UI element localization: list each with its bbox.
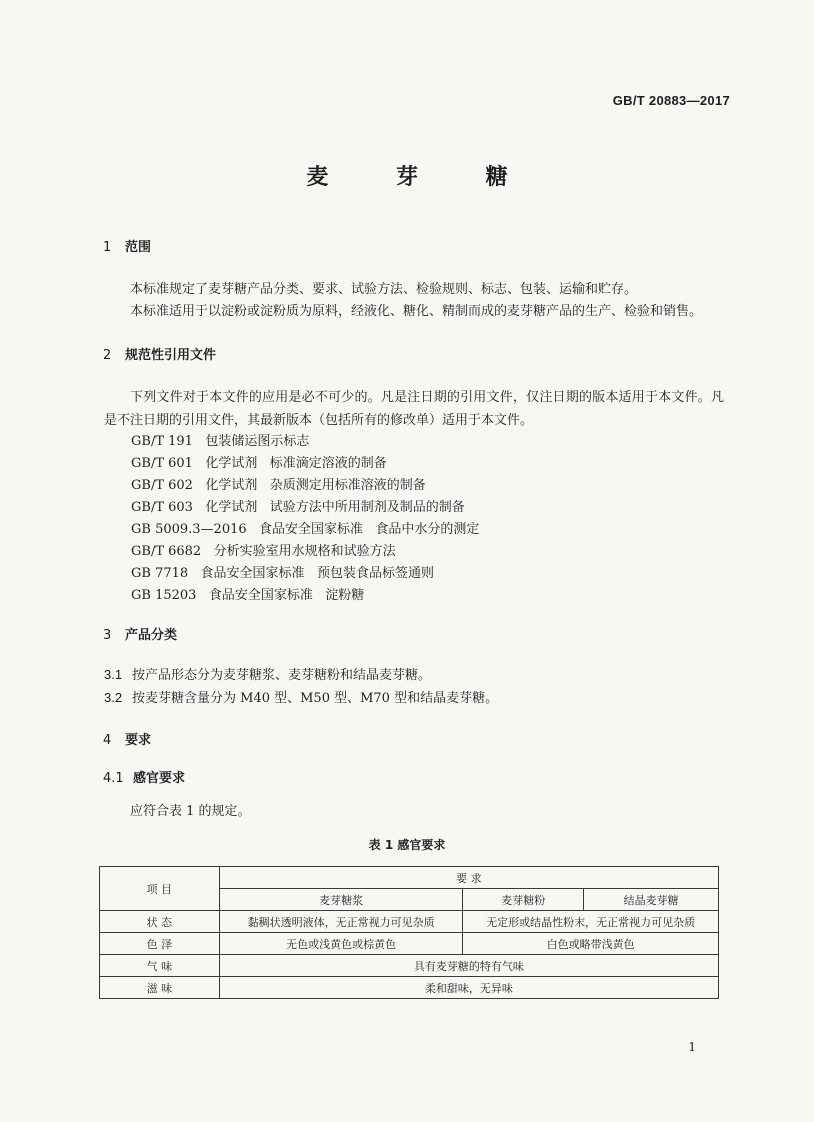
section-number: 1: [103, 240, 112, 255]
table-row: [100, 933, 719, 955]
subsection-title: 感官要求: [133, 771, 186, 786]
reference-item: GB/T 602 化学试剂 杂质测定用标准溶液的制备: [131, 478, 426, 493]
subheader-cell: 麦芽糖粉: [463, 889, 584, 911]
reference-item: GB/T 191 包装储运图示标志: [131, 434, 310, 449]
section-1-paragraph: 本标准适用于以淀粉或淀粉质为原料，经液化、糖化、精制而成的麦芽糖产品的生产、检验和销售。: [130, 304, 703, 319]
table-cell: 白色或略带浅黄色: [463, 933, 719, 955]
table-cell: 无定形或结晶性粉末，无正常视力可见杂质: [463, 911, 719, 933]
section-1-paragraph: 本标准规定了麦芽糖产品分类、要求、试验方法、检验规则、标志、包装、运输和贮存。: [130, 282, 638, 297]
row-label: 滋 味: [100, 977, 220, 999]
page-number: 1: [688, 1040, 696, 1054]
section-number: 3: [103, 628, 112, 643]
item-number: 3.2: [104, 690, 123, 705]
section-1-heading: [103, 236, 151, 255]
reference-item: GB 5009.3—2016 食品安全国家标准 食品中水分的测定: [131, 522, 480, 537]
standard-code: GB/T 20883—2017: [612, 93, 730, 108]
item-text: 按麦芽糖含量分为 M40 型、M50 型、M70 型和结晶麦芽糖。: [132, 691, 499, 706]
subsection-4-1-text: 应符合表 1 的规定。: [130, 804, 251, 819]
section-number: 2: [103, 348, 112, 363]
section-3-heading: [103, 624, 177, 643]
document-title: 麦 芽 糖: [306, 165, 538, 190]
subsection-4-1-heading: [103, 767, 185, 786]
reference-item: GB/T 6682 分析实验室用水规格和试验方法: [131, 544, 396, 559]
table-row: [100, 977, 719, 999]
item-text: 按产品形态分为麦芽糖浆、麦芽糖粉和结晶麦芽糖。: [132, 668, 432, 683]
item-number: 3.1: [104, 667, 123, 682]
subheader-cell: 麦芽糖浆: [219, 889, 463, 911]
row-label: 色 泽: [100, 933, 220, 955]
row-label: 状 态: [100, 911, 220, 933]
table-caption: 表 1 感官要求: [368, 838, 446, 852]
section-title: 产品分类: [125, 628, 178, 643]
table-cell: 无色或浅黄色或棕黄色: [219, 933, 463, 955]
table-row: [100, 955, 719, 977]
header-requirement-cell: 要 求: [219, 867, 718, 889]
table-cell: 具有麦芽糖的特有气味: [219, 955, 718, 977]
reference-item: GB/T 601 化学试剂 标准滴定溶液的制备: [131, 456, 387, 471]
section-number: 4: [103, 733, 112, 748]
section-title: 规范性引用文件: [125, 348, 217, 363]
reference-item: GB/T 603 化学试剂 试验方法中所用制剂及制品的制备: [131, 500, 465, 515]
row-label: 气 味: [100, 955, 220, 977]
table-header-row: [100, 867, 719, 889]
table-cell: 柔和甜味，无异味: [219, 977, 718, 999]
table-cell: 黏稠状透明液体，无正常视力可见杂质: [219, 911, 463, 933]
reference-item: GB 7718 食品安全国家标准 预包装食品标签通则: [131, 566, 434, 581]
subheader-cell: 结晶麦芽糖: [584, 889, 719, 911]
reference-item: GB 15203 食品安全国家标准 淀粉糖: [131, 588, 365, 603]
subsection-number: 4.1: [103, 771, 124, 786]
sensory-requirements-table: [99, 866, 719, 999]
section-2-intro: 下列文件对于本文件的应用是必不可少的。凡是注日期的引用文件，仅注日期的版本适用于本文件。凡是不注日期的引用文件，其最新版本（包括所有的修改单）适用于本文件。: [104, 390, 724, 428]
table-row: [100, 911, 719, 933]
section-4-heading: [103, 729, 151, 748]
section-2-heading: [103, 344, 216, 363]
classification-item: [104, 687, 498, 706]
section-title: 要求: [125, 733, 152, 748]
classification-item: [104, 664, 431, 683]
header-item-cell: 项 目: [100, 867, 220, 911]
section-title: 范围: [125, 240, 152, 255]
